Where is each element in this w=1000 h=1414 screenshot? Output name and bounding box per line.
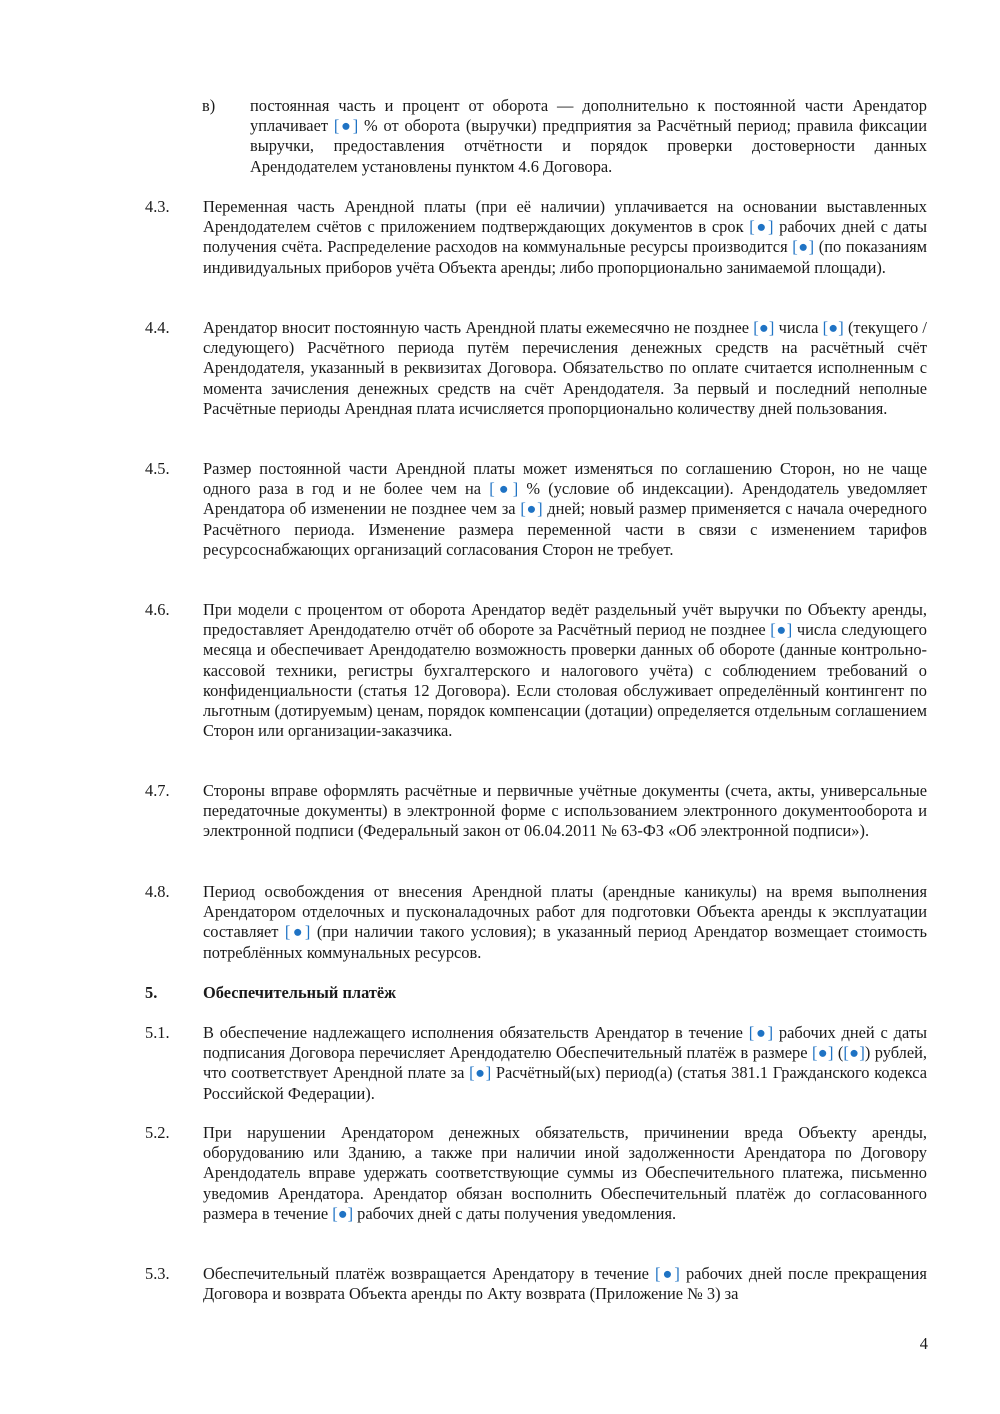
clause-number: в): [202, 96, 216, 115]
section-number: 5.: [145, 983, 158, 1002]
clause-4-2-v: [202, 96, 927, 177]
clause-5-2: [145, 1123, 927, 1224]
placeholder-marker: [●]: [748, 1023, 774, 1042]
clause-5-3: [145, 1264, 927, 1304]
section-heading-5: [145, 983, 927, 1003]
page-number: 4: [919, 1334, 928, 1353]
placeholder-marker: [●]: [520, 499, 543, 519]
clause-text: Стороны вправе оформлять расчётные и первичные учётные документы (счета, акты, универсальные передаточные документы) в электронной форме с использованием электронного документооборота и электронной подписи (Федеральный закон от 06.04.2011 № 63-ФЗ «Об электронной подписи»).: [203, 781, 927, 841]
clause-number: 4.5.: [145, 459, 170, 478]
clause-number: 4.7.: [145, 781, 170, 800]
clause-text: Переменная часть Арендной платы (при её наличии) уплачивается на основании выставленных Арендодателем счётов с приложением подтверждающих документов в срок [●] рабочих дней с даты получения счёта. Распределение расходов на коммунальные ресурсы производится [●] (по показаниям индивидуальных приборов учёта Объекта аренды; либо пропорционально занимаемой площади).: [203, 197, 927, 277]
clause-text: При нарушении Арендатором денежных обязательств, причинении вреда Объекту аренды, оборудованию или Зданию, а также при наличии иной задолженности Арендатора по Договору Арендодатель вправе удержать соответствующие суммы из Обеспечительного платежа, письменно уведомив Арендатора. Арендатор обязан восполнить Обеспечительный платёж до согласованного размера в течение [●] рабочих дней с даты получения уведомления.: [203, 1123, 927, 1223]
clause-number: 4.4.: [145, 318, 170, 337]
section-title: Обеспечительный платёж: [203, 983, 397, 1002]
clause-text: В обеспечение надлежащего исполнения обязательств Арендатор в течение [●] рабочих дней с даты подписания Договора перечисляет Арендодателю Обеспечительный платёж в размере [●] ([●]) рублей, что соответствует Арендной плате за [●] Расчётный(ых) период(а) (статья 381.1 Гражданского кодекса Российской Федерации).: [203, 1023, 927, 1103]
clause-5-1: [145, 1023, 927, 1104]
placeholder-marker: [●]: [489, 479, 519, 499]
clause-text: постоянная часть и процент от оборота — дополнительно к постоянной части Арендатор уплачивает [●] % от оборота (выручки) предприятия за Расчётный период; правила фиксации выручки, предоставления отчётности и порядок проверки достоверности данных Арендодателем установлены пунктом 4.6 Договора.: [250, 96, 927, 176]
placeholder-marker: [●]: [811, 1043, 834, 1063]
placeholder-marker: [●]: [792, 237, 815, 257]
clause-number: 4.8.: [145, 882, 170, 901]
placeholder-marker: [●]: [654, 1264, 680, 1283]
clause-4-8: [145, 882, 927, 963]
clause-number: 5.1.: [145, 1023, 170, 1042]
clause-number: 4.6.: [145, 600, 170, 619]
placeholder-marker: [●]: [753, 318, 775, 337]
placeholder-marker: [●]: [333, 116, 359, 136]
clause-text: Период освобождения от внесения Арендной платы (арендные каникулы) на время выполнения Арендатором отделочных и пусконаладочных работ для подготовки Объекта аренды к эксплуатации составляет [●] (при наличии такого условия); в указанный период Арендатор возмещает стоимость потреблённых коммунальных ресурсов.: [203, 882, 927, 962]
placeholder-marker: [●]: [770, 620, 793, 640]
clause-4-7: [145, 781, 927, 842]
placeholder-marker: [●]: [843, 1043, 865, 1063]
placeholder-marker: [●]: [749, 217, 774, 237]
clause-text: Размер постоянной части Арендной платы может изменяться по соглашению Сторон, но не чаще одного раза в год и не более чем на [●] % (условие об индексации). Арендодатель уведомляет Арендатора об изменении не позднее чем за [●] дней; новый размер применяется с начала очередного Расчётного периода. Изменение размера переменной части в связи с изменением тарифов ресурсоснабжающих организаций согласования Сторон не требует.: [203, 459, 927, 559]
clause-4-5: [145, 459, 927, 560]
placeholder-marker: [●]: [822, 318, 844, 337]
clause-text: Арендатор вносит постоянную часть Арендной платы ежемесячно не позднее [●] числа [●] (текущего / следующего) Расчётного периода путём перечисления денежных средств на расчётный счёт Арендодателя, указанный в реквизитах Договора. Обязательство по оплате считается исполненным с момента зачисления денежных средств на счёт Арендодателя. За первый и последний неполные Расчётные периоды Арендная плата исчисляется пропорционально количеству дней пользования.: [203, 318, 927, 418]
clause-4-4: [145, 318, 927, 419]
placeholder-marker: [●]: [332, 1203, 354, 1223]
clause-4-3: [145, 197, 927, 278]
clause-number: 5.3.: [145, 1264, 170, 1283]
clause-number: 5.2.: [145, 1123, 170, 1142]
clause-4-6: [145, 600, 927, 741]
placeholder-marker: [●]: [284, 922, 311, 942]
clause-text: При модели с процентом от оборота Арендатор ведёт раздельный учёт выручки по Объекту аренды, предоставляет Арендодателю отчёт об обороте за Расчётный период не позднее [●] числа следующего месяца и обеспечивает Арендодателю возможность проверки данных об обороте (данные контрольно-кассовой техники, регистры бухгалтерского и налогового учёта) с соблюдением требований о конфиденциальности (статья 12 Договора). Если столовая обслуживает определённый контингент по льготным (дотируемым) ценам, порядок компенсации (дотации) определяется отдельным соглашением Сторон или организации-заказчика.: [203, 600, 927, 741]
placeholder-marker: [●]: [469, 1063, 492, 1083]
clause-text: Обеспечительный платёж возвращается Арендатору в течение [●] рабочих дней после прекращения Договора и возврата Объекта аренды по Акту возврата (Приложение № 3) за: [203, 1264, 927, 1304]
clause-number: 4.3.: [145, 197, 170, 216]
